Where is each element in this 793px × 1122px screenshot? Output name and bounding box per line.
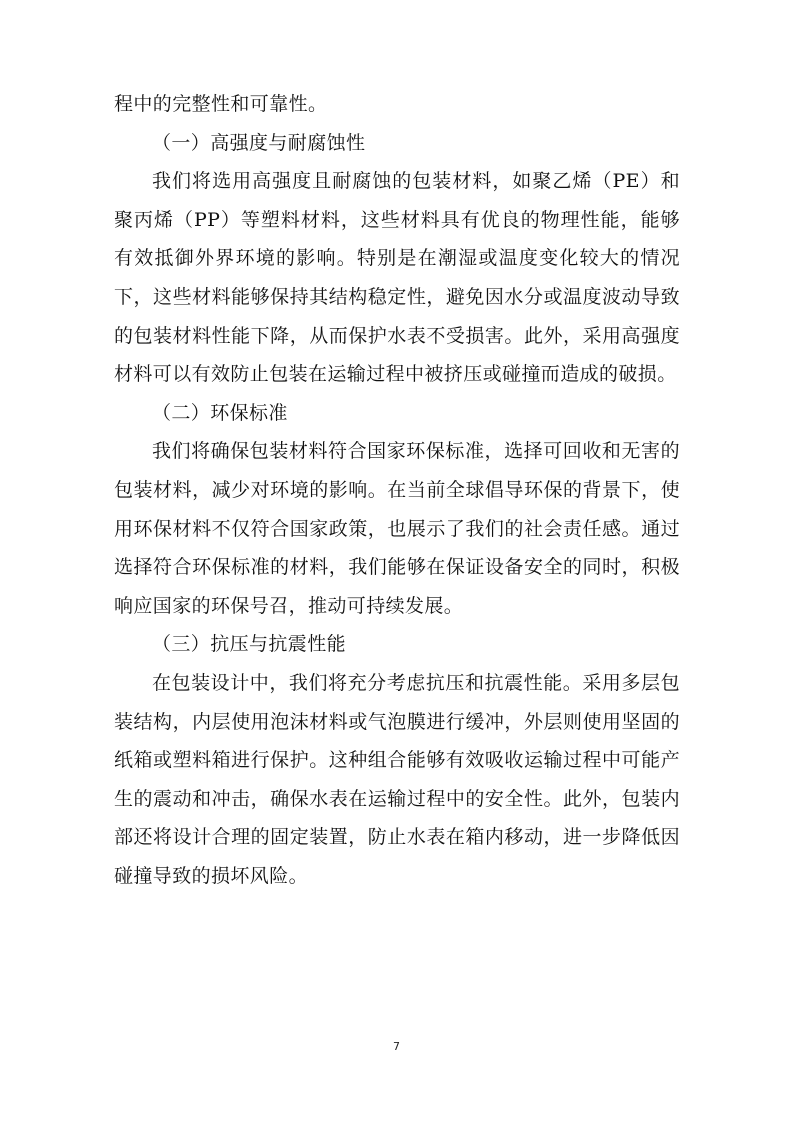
section-paragraph-2: 我们将确保包装材料符合国家环保标准，选择可回收和无害的包装材料，减少对环境的影响。在当前全球倡导环保的背景下，使用环保材料不仅符合国家政策，也展示了我们的社会责任感。通过选择符合环保标准的材料，我们能够在保证设备安全的同时，积极响应国家的环保号召，推动可持续发展。 <box>114 440 680 617</box>
page-content <box>114 85 680 895</box>
section-heading-2: （二）环保标准 <box>152 401 288 424</box>
page-number: 7 <box>393 1040 400 1053</box>
section-paragraph-3: 在包装设计中，我们将充分考虑抗压和抗震性能。采用多层包装结构，内层使用泡沫材料或气泡膜进行缓冲，外层则使用坚固的纸箱或塑料箱进行保护。这种组合能够有效吸收运输过程中可能产生的震动和冲击，确保水表在运输过程中的安全性。此外，包装内部还将设计合理的固定装置，防止水表在箱内移动，进一步降低因碰撞导致的损坏风险。 <box>114 671 680 887</box>
section-paragraph-1: 我们将选用高强度且耐腐蚀的包装材料，如聚乙烯（PE）和聚丙烯（PP）等塑料材料，这些材料具有优良的物理性能，能够有效抵御外界环境的影响。特别是在潮湿或温度变化较大的情况下，这些材料能够保持其结构稳定性，避免因水分或温度波动导致的包装材料性能下降，从而保护水表不受损害。此外，采用高强度材料可以有效防止包装在运输过程中被挤压或碰撞而造成的破损。 <box>114 170 680 386</box>
continuation-text: 程中的完整性和可靠性。 <box>114 93 328 115</box>
section-heading-1: （一）高强度与耐腐蚀性 <box>152 131 366 154</box>
section-heading-3: （三）抗压与抗震性能 <box>152 633 347 656</box>
